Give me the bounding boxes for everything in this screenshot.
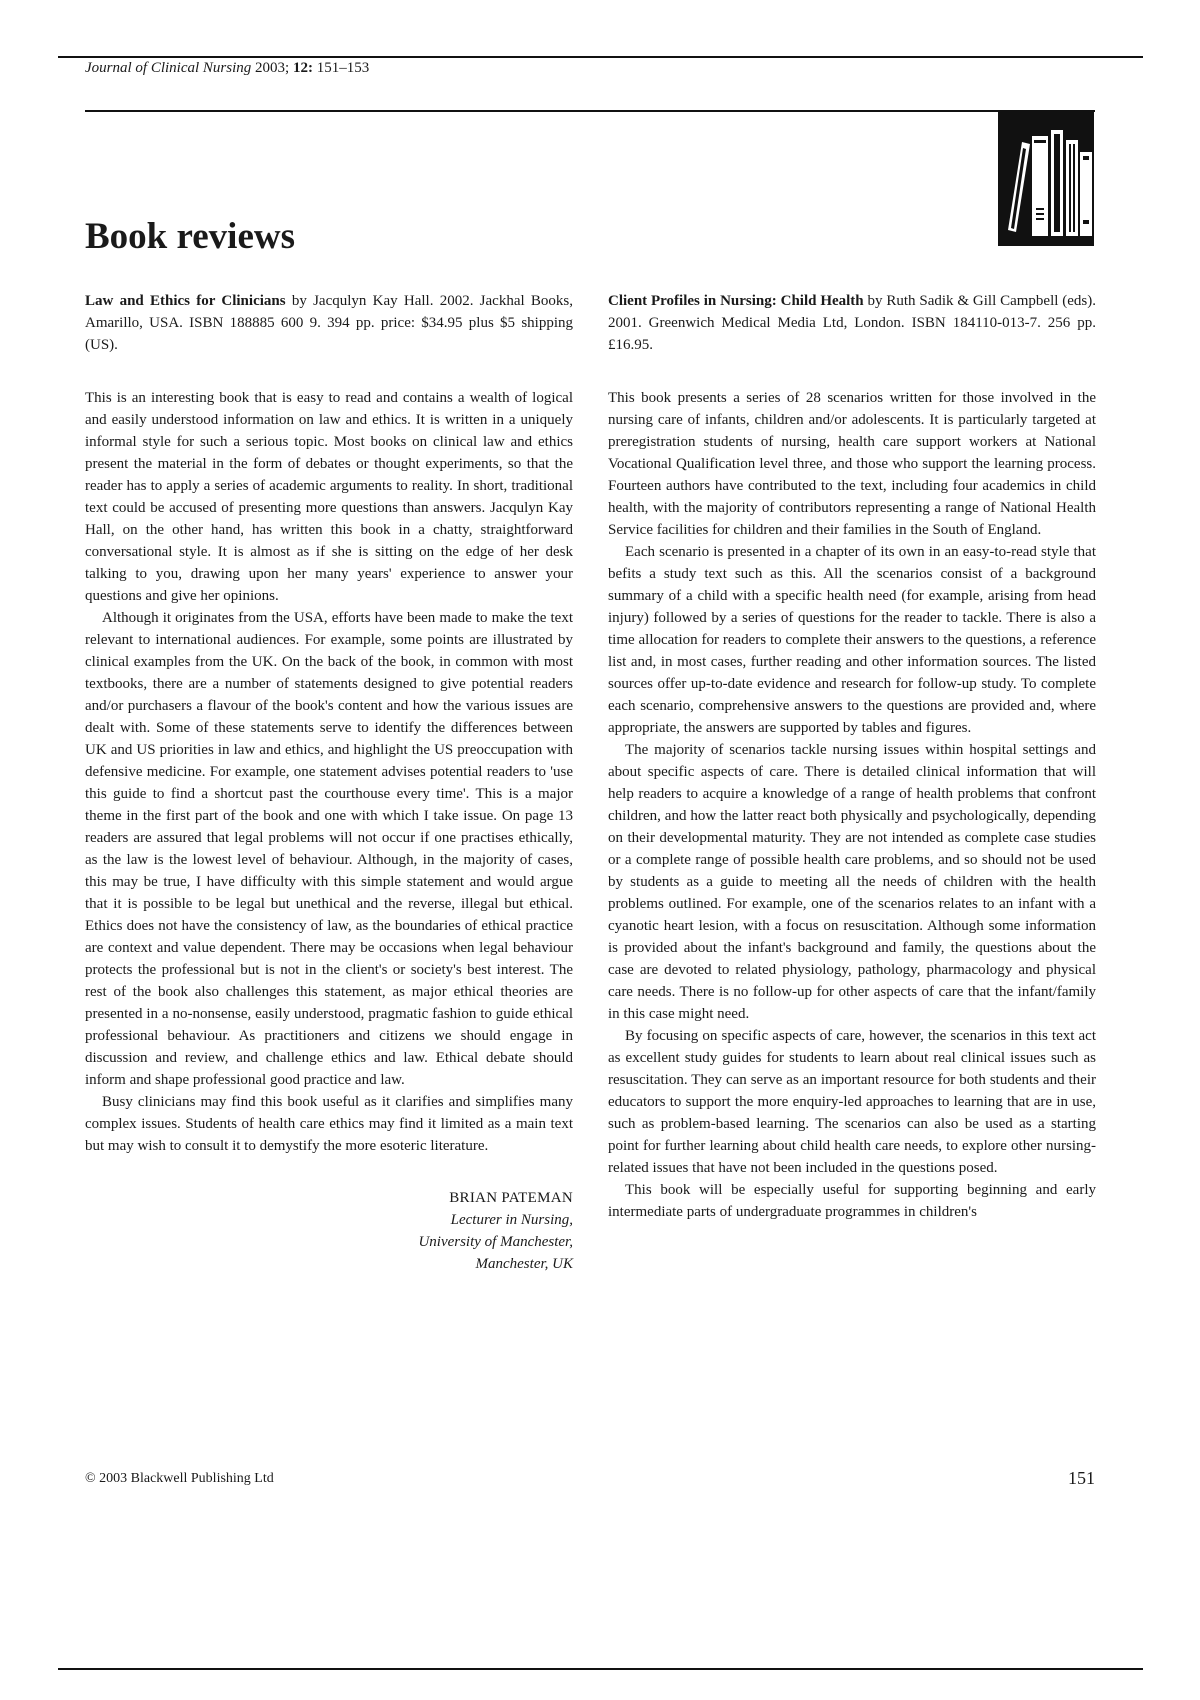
reviewer-signature: [85, 1187, 573, 1275]
book-title: Client Profiles in Nursing: Child Health: [608, 293, 864, 309]
review-paragraph: Each scenario is presented in a chapter of its own in an easy-to-read style that befits a study text such as this. All the scenarios consist of a background summary of a child with a specific health need (for example, arising from head injury) followed by a series of questions for the reader to tackle. There is also a time allocation for readers to complete their answers to the questions, a reference list and, in most cases, further reading and other information sources. The listed sources offer up-to-date evidence and research for follow-up study. To complete each scenario, comprehensive answers to the questions are provided and, where appropriate, the answers are supported by tables and figures.: [608, 544, 1096, 736]
page-number: 151: [1068, 1468, 1095, 1488]
review-right: [608, 290, 1096, 1223]
reviewer-name: BRIAN PATEMAN: [449, 1190, 573, 1206]
footer-copyright: © 2003 Blackwell Publishing Ltd: [85, 1471, 274, 1486]
journal-name: Journal of Clinical Nursing: [85, 60, 252, 76]
header-rule: [58, 56, 1143, 58]
review-paragraph: This book will be especially useful for supporting beginning and early intermediate parts of undergraduate programmes in children's: [608, 1182, 1096, 1220]
reviewer-position: Lecturer in Nursing,: [450, 1212, 573, 1228]
review-paragraph: Although it originates from the USA, efforts have been made to make the text relevant to international audiences. For example, some points are illustrated by clinical examples from the UK. On the back of the book, in common with most textbooks, there are a number of statements designed to give potential readers and/or purchasers a flavour of the book's content and how the various issues are dealt with. Some of these statements serve to identify the differences between UK and US priorities in law and ethics, and highlight the US preoccupation with defensive medicine. For example, one statement advises potential readers to 'use this guide to find a shortcut past the courthouse every time'. This is a major theme in the first part of the book and one with which I take issue. On page 13 readers are assured that legal problems will not occur if one practises ethically, as the law is the lowest level of behaviour. Although, in the majority of cases, this may be true, I have difficulty with this simple statement and would argue that it is possible to be legal but unethical and the reverse, illegal but ethical. Ethics does not have the consistency of law, as the boundaries of ethical practice are context and value dependent. There may be occasions when legal behaviour protects the professional but is not in the client's or society's best interest. The rest of the book also challenges this statement, as major ethical theories are presented in a no-nonsense, easily understood, pragmatic fashion to guide ethical professional behaviour. As practitioners and citizens we should engage in discussion and review, and challenge ethics and law. Ethical debate should inform and shape professional good practice and law.: [85, 610, 573, 1088]
journal-volume: 12:: [292, 60, 313, 76]
book-details: by Ruth Sadik & Gill Campbell (eds). 2001. Greenwich Medical Media Ltd, London. ISBN 184110-013-7. 256 pp. £16.95.: [608, 293, 1097, 353]
review-paragraph: Busy clinicians may find this book useful as it clarifies and simplifies many complex issues. Students of health care ethics may find it limited as a main text but may wish to consult it to demystify the more esoteric literature.: [85, 1094, 573, 1154]
review-paragraph: This is an interesting book that is easy to read and contains a wealth of logical and easily understood information on law and ethics. It is written in a uniquely informal style for such a serious topic. Most books on clinical law and ethics present the material in the form of debates or thought experiments, so that the reader has to apply a series of academic arguments to reality. In short, traditional text could be accused of presenting more questions than answers. Jacqulyn Kay Hall, on the other hand, has written this book in a chatty, straightforward conversational style. It is almost as if she is sitting on the edge of her desk talking to you, drawing upon her many years' experience to answer your questions and give her opinions.: [85, 390, 573, 604]
books-icon: [998, 112, 1094, 246]
review-left: [85, 290, 573, 1275]
book-citation: [608, 290, 1096, 356]
book-citation: [85, 290, 573, 356]
review-paragraph: By focusing on specific aspects of care, however, the scenarios in this text act as excellent study guides for students to learn about real clinical issues such as resuscitation. They can serve as an important resource for both students and their educators to support the more enquiry-led approaches to learning that are in use, such as problem-based learning. The scenarios can also be used as a starting point for further learning about child health care needs, to explore other nursing-related issues that have not been included in the questions posed.: [608, 1028, 1096, 1176]
footer-rule: [58, 1668, 1143, 1670]
book-details: by Jacqulyn Kay Hall. 2002. Jackhal Books, Amarillo, USA. ISBN 188885 600 9. 394 pp. price: $34.95 plus $5 shipping (US).: [85, 293, 574, 353]
journal-year: 2003;: [255, 60, 290, 76]
page-title: Book reviews: [85, 216, 296, 257]
journal-pages: 151–153: [316, 60, 370, 76]
reviewer-institution: University of Manchester,: [418, 1234, 573, 1250]
reviewer-location: Manchester, UK: [475, 1256, 573, 1272]
journal-header: [85, 60, 369, 77]
review-paragraph: This book presents a series of 28 scenarios written for those involved in the nursing care of infants, children and/or adolescents. It is particularly targeted at preregistration students of nursing, health care support workers at National Vocational Qualification level three, and those who support the learning process. Fourteen authors have contributed to the text, including four academics in child health, with the majority of contributors representing a range of National Health Service facilities for children and their families in the South of England.: [608, 390, 1096, 538]
section-rule: [85, 110, 1095, 112]
book-title: Law and Ethics for Clinicians: [85, 293, 286, 309]
review-paragraph: The majority of scenarios tackle nursing issues within hospital settings and about specific aspects of care. There is detailed clinical information that will help readers to acquire a knowledge of a range of health problems that confront children, and how the latter react both physically and psychologically, depending on their developmental maturity. They are not intended as complete case studies or a complete range of possible health care problems, and so should not be used by students as a guide to meeting all the needs of children with the health problems outlined. For example, one of the scenarios relates to an infant with a cyanotic heart lesion, with a focus on resuscitation. Although some information is provided about the infant's background and family, the questions about the case are devoted to related physiology, pathology, pharmacology and physical care needs. There is no follow-up for other aspects of care that the infant/family in this case might need.: [608, 742, 1096, 1022]
